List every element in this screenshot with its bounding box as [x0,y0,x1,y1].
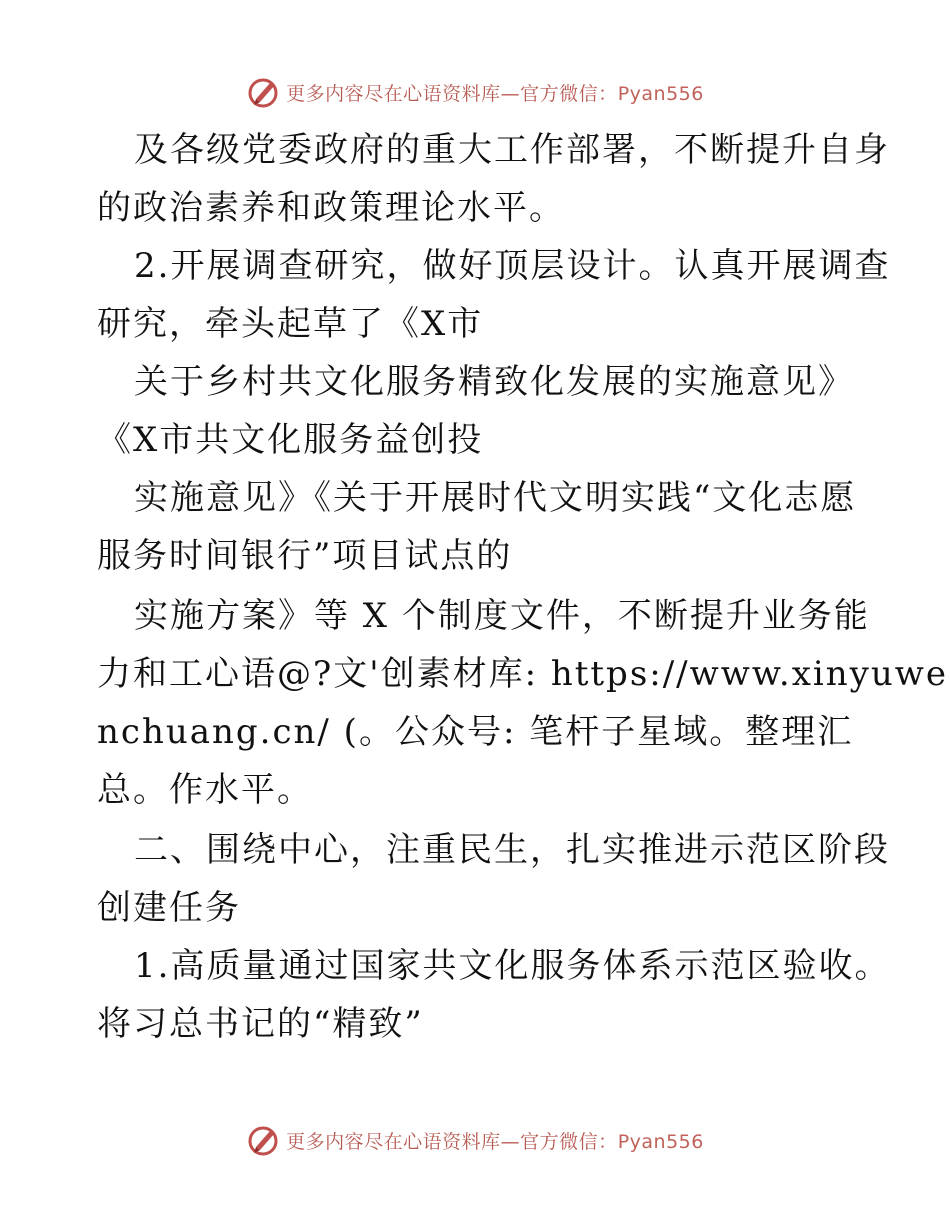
body-line: 服务时间银行”项目试点的 [97,536,513,576]
body-line: 的政治素养和政策理论水平。 [97,188,565,228]
watermark-wechat-label: 官方微信： [520,82,618,105]
body-line: 2.开展调查研究，做好顶层设计。认真开展调查 [134,246,891,286]
body-line: 总。作水平。 [97,770,313,810]
watermark-site: 更多内容尽在心语资料库 [286,82,501,105]
body-line: 创建任务 [97,888,241,928]
body-line: 将习总书记的“精致” [97,1004,424,1044]
watermark-text [286,1127,704,1154]
watermark-site: 更多内容尽在心语资料库 [286,1130,501,1153]
watermark-wechat-label: 官方微信： [520,1130,618,1153]
body-line: 二、围绕中心，注重民生，扎实推进示范区阶段 [134,830,890,870]
body-line: 《X市共文化服务益创投 [97,420,484,460]
pen-logo-icon [246,1123,280,1157]
body-line: 研究，牵头起草了《X市 [97,304,484,344]
body-line: nchuang.cn/ (。公众号: 笔杆子星域。整理汇 [97,712,854,752]
pen-logo-icon [246,75,280,109]
body-line: 实施方案》等 X 个制度文件，不断提升业务能 [134,596,870,636]
header-watermark [0,72,950,112]
watermark-text [286,79,704,106]
footer-watermark [0,1120,950,1160]
watermark-separator: — [500,1130,521,1153]
body-line: 力和工心语@?文'创素材库: https://www.xinyuwe [97,654,948,694]
body-line: 实施意见》《关于开展时代文明实践“文化志愿 [134,478,857,518]
body-line: 1.高质量通过国家共文化服务体系示范区验收。 [134,946,891,986]
watermark-wechat-id: Pyan556 [617,1130,704,1153]
watermark-wechat-id: Pyan556 [617,82,704,105]
watermark-separator: — [500,82,521,105]
body-line: 关于乡村共文化服务精致化发展的实施意见》 [134,362,854,402]
body-line: 及各级党委政府的重大工作部署，不断提升自身 [134,130,890,170]
